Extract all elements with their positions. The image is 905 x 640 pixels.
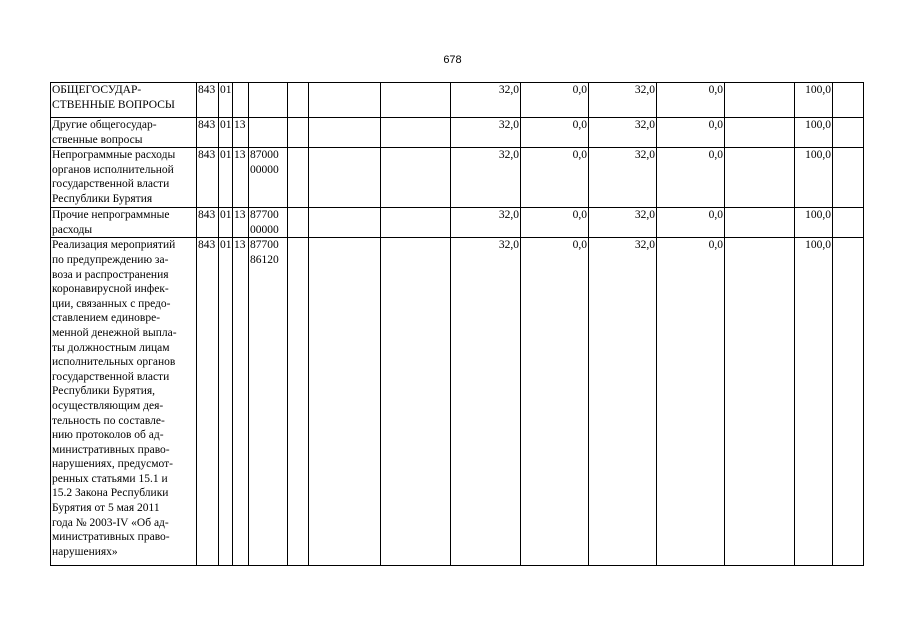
empty-cell: [309, 83, 381, 118]
empty-cell: [381, 238, 451, 566]
empty-cell: [725, 83, 795, 118]
value-2: 0,0: [521, 148, 589, 208]
code-pr: 13: [233, 118, 249, 148]
empty-cell: [833, 148, 864, 208]
code-gr: 843: [197, 208, 219, 238]
value-4: 0,0: [657, 238, 725, 566]
empty-cell: [725, 208, 795, 238]
code-rz: 01: [219, 208, 233, 238]
code-pr: 13: [233, 148, 249, 208]
row-name: ОБЩЕГОСУДАР- СТВЕННЫЕ ВОПРОСЫ: [51, 83, 197, 118]
empty-cell: [725, 238, 795, 566]
code-csr: 87700 00000: [249, 208, 288, 238]
code-rz: 01: [219, 83, 233, 118]
empty-cell: [833, 83, 864, 118]
value-4: 0,0: [657, 148, 725, 208]
empty-cell: [833, 238, 864, 566]
code-csr: 87700 86120: [249, 238, 288, 566]
code-vr: [288, 118, 309, 148]
empty-cell: [309, 238, 381, 566]
code-rz: 01: [219, 118, 233, 148]
code-gr: 843: [197, 83, 219, 118]
value-4: 0,0: [657, 83, 725, 118]
value-5: 100,0: [795, 148, 833, 208]
value-2: 0,0: [521, 83, 589, 118]
value-3: 32,0: [589, 148, 657, 208]
value-1: 32,0: [451, 238, 521, 566]
empty-cell: [381, 148, 451, 208]
value-1: 32,0: [451, 83, 521, 118]
empty-cell: [309, 118, 381, 148]
empty-cell: [833, 208, 864, 238]
empty-cell: [381, 83, 451, 118]
code-gr: 843: [197, 238, 219, 566]
table-row: [51, 148, 864, 208]
code-vr: [288, 83, 309, 118]
value-5: 100,0: [795, 118, 833, 148]
code-csr: [249, 118, 288, 148]
value-3: 32,0: [589, 238, 657, 566]
table-row: [51, 83, 864, 118]
value-5: 100,0: [795, 208, 833, 238]
code-csr: [249, 83, 288, 118]
value-1: 32,0: [451, 118, 521, 148]
table-row: [51, 118, 864, 148]
value-4: 0,0: [657, 118, 725, 148]
value-3: 32,0: [589, 208, 657, 238]
empty-cell: [381, 208, 451, 238]
value-2: 0,0: [521, 208, 589, 238]
value-1: 32,0: [451, 148, 521, 208]
code-vr: [288, 238, 309, 566]
value-2: 0,0: [521, 238, 589, 566]
code-gr: 843: [197, 118, 219, 148]
code-rz: 01: [219, 148, 233, 208]
code-pr: [233, 83, 249, 118]
empty-cell: [381, 118, 451, 148]
value-5: 100,0: [795, 238, 833, 566]
row-name: Другие общегосудар- ственные вопросы: [51, 118, 197, 148]
budget-table: [50, 82, 864, 566]
code-vr: [288, 208, 309, 238]
code-pr: 13: [233, 208, 249, 238]
row-name: Прочие непрограммные расходы: [51, 208, 197, 238]
code-csr: 87000 00000: [249, 148, 288, 208]
row-name: Реализация мероприятий по предупреждению за- воза и распространения коронавирусной инфек- ции, связанных с предо- ставлением единовре- менной денежной выпла- ты должностным лицам исполнительных органов государственной власти Республики Бурятия, осуществляющим дея- тельность по составле- нию протоколов об ад- министративных право- нарушениях, предусмот- ренных статьями 15.1 и 15.2 Закона Республики Бурятия от 5 мая 2011 года № 2003-IV «Об ад- министративных право- нарушениях»: [51, 238, 197, 566]
empty-cell: [309, 148, 381, 208]
value-2: 0,0: [521, 118, 589, 148]
code-gr: 843: [197, 148, 219, 208]
row-name: Непрограммные расходы органов исполнительной государственной власти Республики Бурятия: [51, 148, 197, 208]
empty-cell: [725, 148, 795, 208]
value-5: 100,0: [795, 83, 833, 118]
value-1: 32,0: [451, 208, 521, 238]
code-vr: [288, 148, 309, 208]
value-3: 32,0: [589, 118, 657, 148]
value-4: 0,0: [657, 208, 725, 238]
value-3: 32,0: [589, 83, 657, 118]
page-number: 678: [443, 54, 462, 66]
code-pr: 13: [233, 238, 249, 566]
empty-cell: [725, 118, 795, 148]
empty-cell: [309, 208, 381, 238]
table-row: [51, 238, 864, 566]
empty-cell: [833, 118, 864, 148]
code-rz: 01: [219, 238, 233, 566]
table-row: [51, 208, 864, 238]
